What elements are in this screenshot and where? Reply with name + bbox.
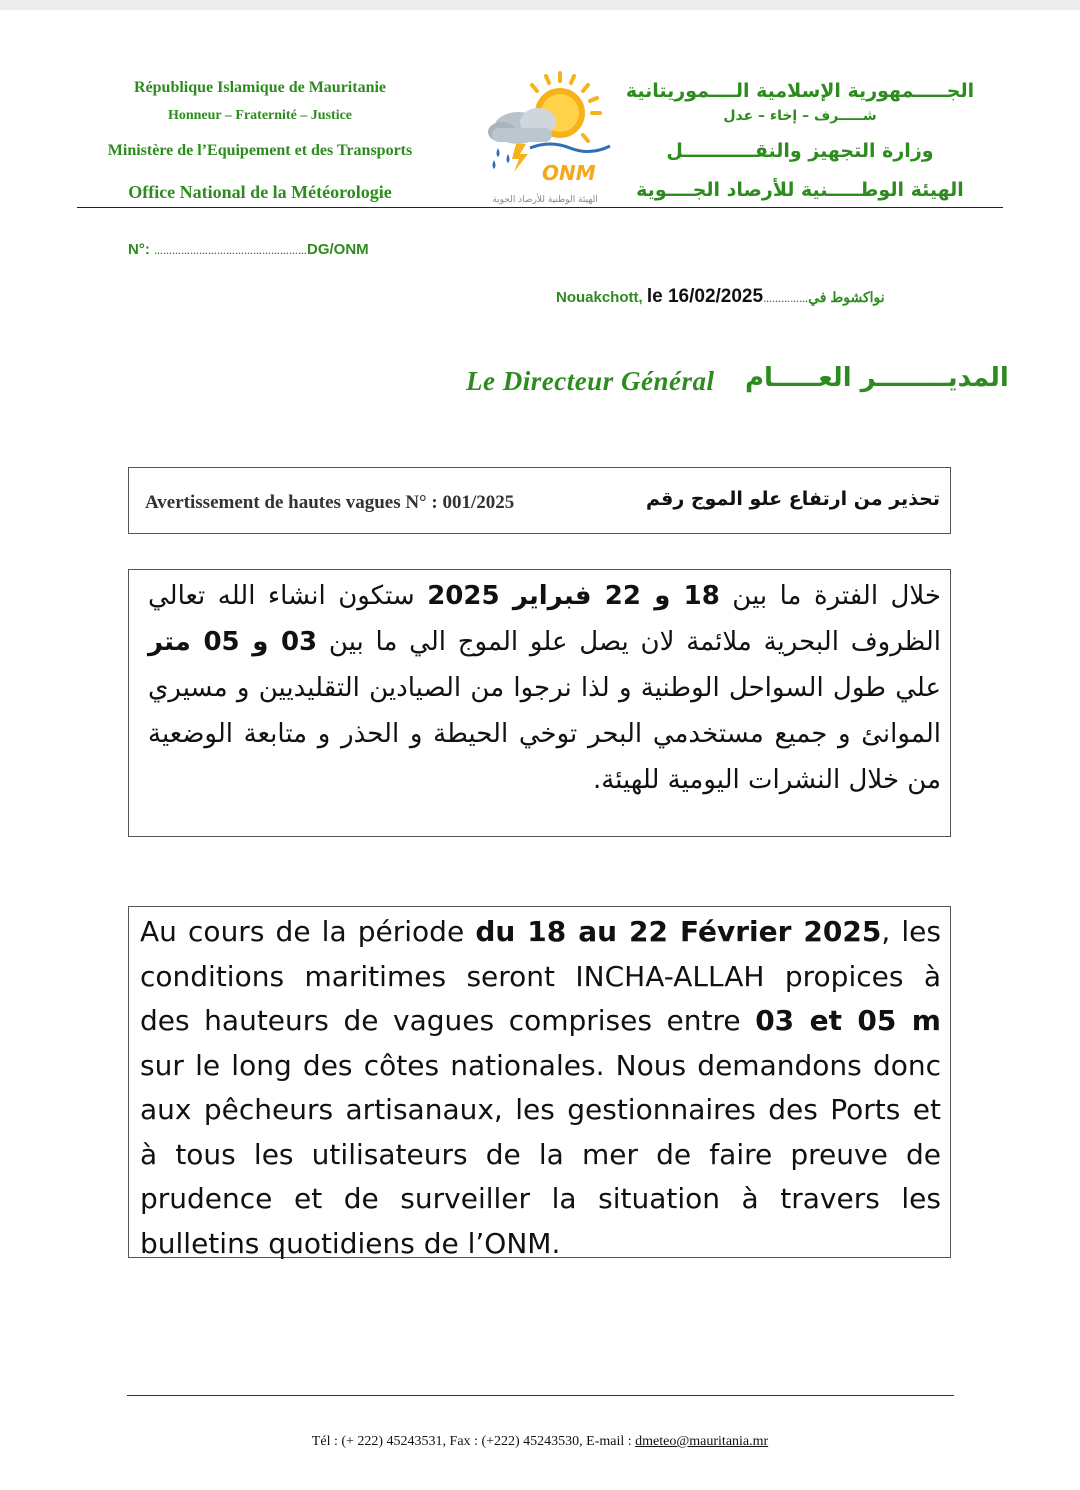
header-fr-office: Office National de la Météorologie	[128, 182, 392, 202]
ar-text-3: علي طول السواحل الوطنية و لذا نرجوا من الصيادين التقليديين و مسيري الموانئ و جميع مستخدمي البحر توخي الحيطة و الحذر و متابعة الوضعية من خلال النشرات اليومية للهيئة.	[148, 673, 941, 795]
rain-icon	[493, 148, 510, 169]
director-fr: Le Directeur Général	[466, 366, 715, 396]
fr-bold-heights: 03 et 05 m	[755, 1004, 941, 1037]
reference-suffix: DG/ONM	[307, 241, 369, 258]
logo-subtitle: الهيئة الوطنية للأرصاد الجوية	[492, 195, 598, 205]
header-fr-republic: République Islamique de Mauritanie	[133, 79, 387, 96]
ar-bold-heights: 03 و 05 متر	[148, 627, 318, 657]
logo-text: ONM	[542, 161, 596, 185]
ar-bold-dates: 18 و 22 فبراير 2025	[427, 581, 720, 611]
footer-divider	[127, 1395, 954, 1396]
arabic-body-text	[148, 573, 941, 803]
date-dots: ……………	[763, 294, 809, 304]
ar-text-2: ستكون انشاء الله تعالي الظروف البحرية ملائمة لان يصل علو الموج الي ما بين	[148, 581, 942, 657]
header-ar-office: الهيئة الوطـــــنية للأرصاد الجــــوية	[636, 179, 964, 201]
header-fr-ministry: Ministère de l’Equipement et des Transports	[107, 142, 413, 159]
date-value: le 16/02/2025	[646, 286, 764, 307]
date-line	[556, 286, 885, 308]
date-ar: نواكشوط في	[808, 289, 885, 305]
french-body-text	[140, 910, 941, 1266]
reference-dots: ……………………………………………	[154, 246, 307, 256]
fr-text-3: sur le long des côtes nationales. Nous demandons donc aux pêcheurs artisanaux, les gestionnaires des Ports et à tous les utilisateurs de la mer de faire preuve de prudence et de surveiller la situation à travers les bulletins quotidiens de l’ONM.	[140, 1048, 941, 1260]
footer-contact-text: Tél : (+ 222) 45243531, Fax : (+222) 45243530, E-mail :	[311, 1434, 636, 1449]
header-ar-republic: الجـــــمهورية الإسلامية الــــموريتانية	[625, 80, 975, 102]
reference-prefix: N°:	[128, 241, 154, 258]
director-ar: المديــــــــر العـــــام	[745, 363, 1009, 393]
date-city: Nouakchott,	[556, 289, 643, 306]
header-fr-motto: Honneur – Fraternité – Justice	[167, 108, 353, 123]
wave-icon	[530, 144, 610, 152]
fr-bold-dates: du 18 au 22 Février 2025	[475, 915, 882, 948]
fr-text-1: Au cours de la période	[140, 915, 476, 948]
footer-email-link[interactable]: dmeteo@mauritania.mr	[635, 1434, 769, 1449]
footer-contact	[0, 1434, 1080, 1450]
lightning-icon	[512, 144, 528, 172]
onm-logo	[480, 68, 615, 208]
reference-number	[128, 241, 369, 258]
ar-text-1: خلال الفترة ما بين	[719, 581, 942, 611]
top-margin-bar	[0, 0, 1080, 10]
header-divider	[77, 207, 1003, 208]
header-ar-motto: شـــــرف – إخاء – عدل	[723, 108, 877, 124]
header-ar-ministry: وزارة التجهيز والنقـــــــــــل	[666, 140, 934, 162]
cloud-icon	[488, 108, 556, 144]
fr-text-2: , les conditions maritimes seront INCHA-ALLAH propices à des hauteurs de vagues comprises entre	[140, 915, 941, 1037]
warning-title-fr: Avertissement de hautes vagues N° : 001/2025	[145, 492, 515, 513]
warning-title-ar: تحذير من ارتفاع علو الموج رقم	[646, 488, 940, 510]
